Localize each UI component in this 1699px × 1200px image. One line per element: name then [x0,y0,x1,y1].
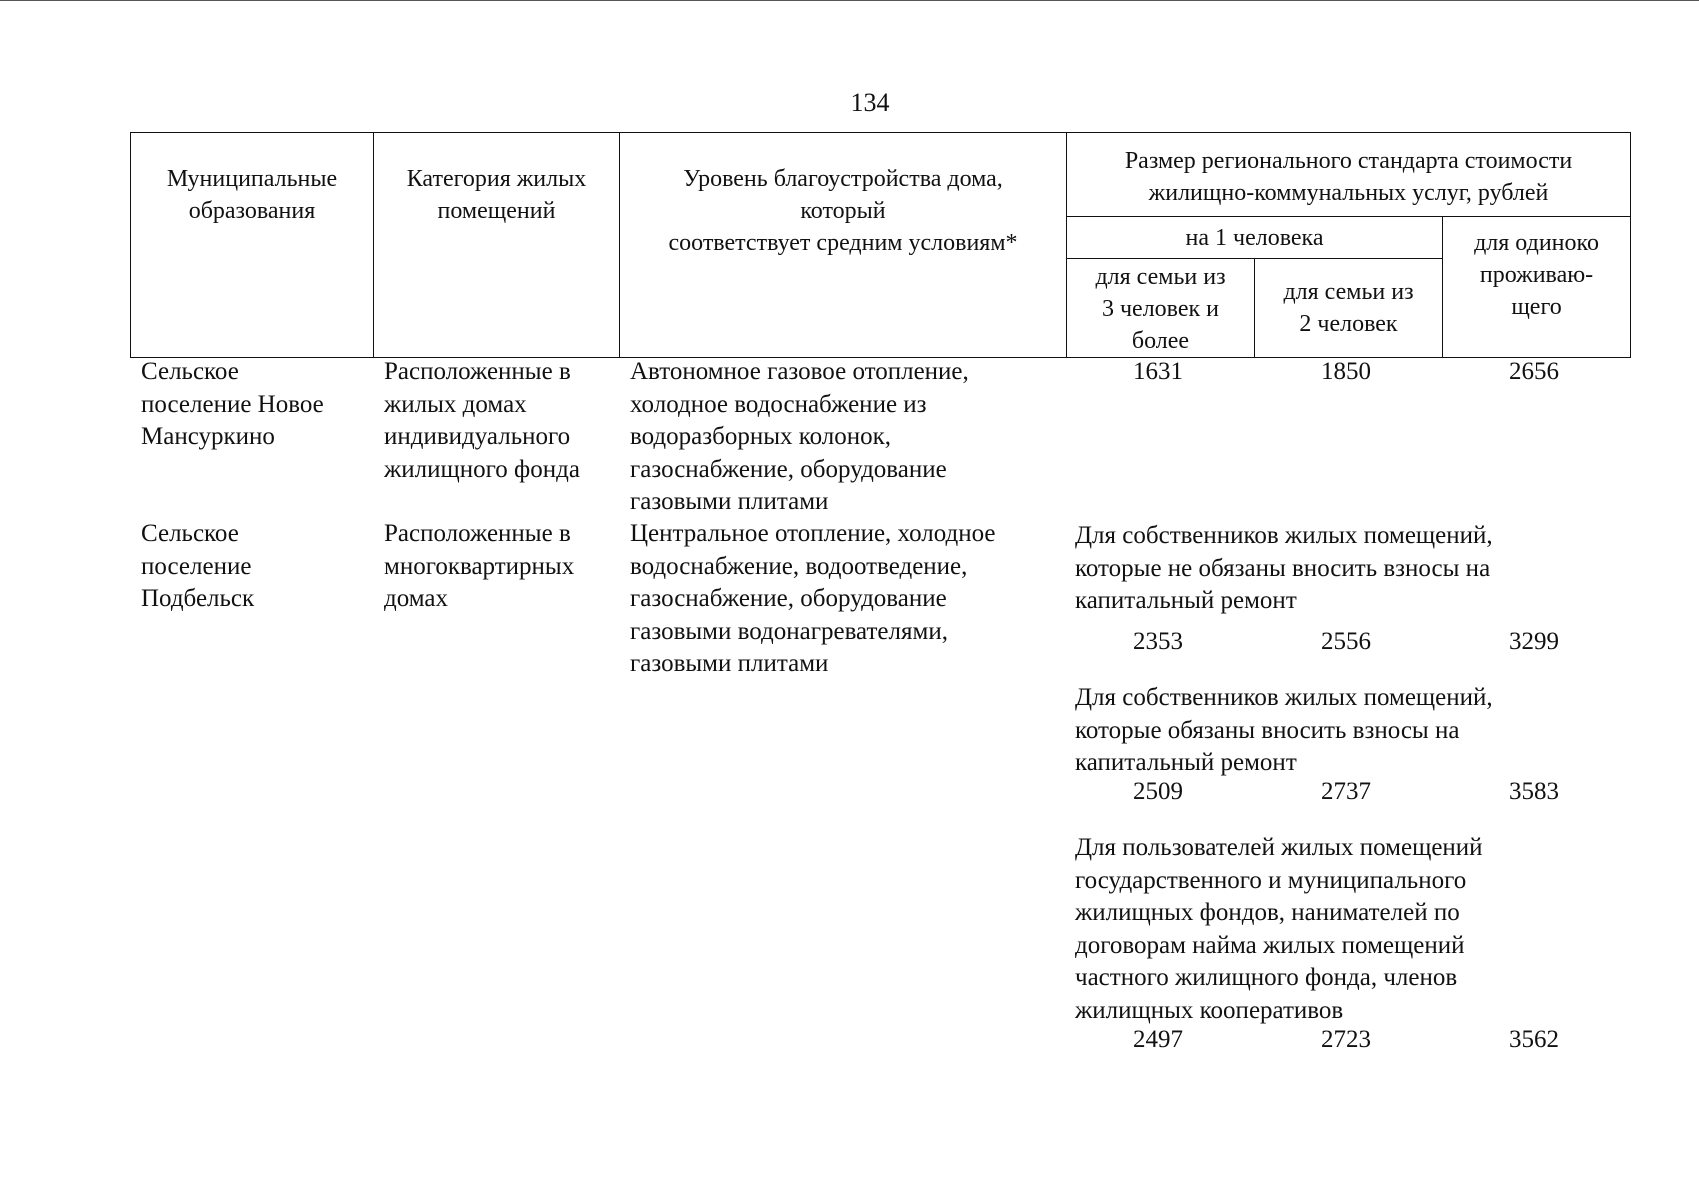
header-municipality-label: Муниципальные образования [166,166,338,224]
table-header [130,132,1631,358]
header-level-line: Уровень благоустройства дома, [683,166,1003,192]
header-single-line: для одиноко [1474,230,1599,256]
header-size-title-line: жилищно-коммунальных услуг, рублей [1148,180,1549,206]
text-line: которые обязаны вносить взносы на [1075,716,1460,744]
group2-value-single: 3583 [1509,778,1559,805]
group1-label [1075,520,1493,618]
group3-label [1075,832,1483,1027]
text-line: Центральное отопление, холодное [630,520,996,547]
text-line: Расположенные в [384,520,571,547]
text-line: многоквартирных [384,552,575,580]
group3-value-family3: 2497 [1133,1026,1183,1053]
header-municipality [131,133,374,358]
header-single-line: щего [1511,294,1562,320]
text-line: индивидуального [384,423,571,450]
header-family3-line: более [1131,328,1190,354]
group2-label [1075,682,1493,780]
header-family3-line: 3 человек и [1101,296,1220,322]
page-number: 134 [850,88,890,117]
header-single-line: проживаю- [1479,262,1594,288]
row1-municipality [141,356,324,454]
text-line: Автономное газовое отопление, [630,358,969,385]
group1-value-single: 3299 [1509,628,1559,655]
text-line: жилищного фонда [384,455,580,483]
text-line: газовыми водонагревателями, [630,617,948,645]
text-line: газовыми плитами [630,650,829,677]
header-single [1443,217,1631,358]
text-line: частного жилищного фонда, членов [1075,964,1458,991]
text-line: холодное водоснабжение из [630,390,927,418]
text-line: Расположенные в [384,358,571,385]
text-line: государственного и муниципального [1075,866,1467,894]
header-family2-line: для семьи из [1283,279,1414,305]
row2-category [384,518,574,616]
header-level-line: который [800,198,886,224]
text-line: жилых домах [384,390,527,418]
header-level-line: соответствует средним условиям* [668,230,1018,256]
header-per-person-label: на 1 человека [1185,224,1324,251]
text-line: жилищных кооперативов [1075,996,1344,1024]
text-line: договорам найма жилых помещений [1075,931,1465,959]
row1-value-family3: 1631 [1133,358,1183,385]
group3-value-family2: 2723 [1321,1026,1371,1053]
row2-level [630,518,996,681]
text-line: Сельское [141,358,239,385]
text-line: Для собственников жилых помещений, [1075,684,1493,711]
text-line: поселение [141,552,252,580]
text-line: жилищных фондов, нанимателей по [1075,899,1460,926]
row1-value-single: 2656 [1509,358,1559,385]
header-family3-line: для семьи из [1095,264,1226,290]
header-size-title-line: Размер регионального стандарта стоимости [1124,148,1573,174]
text-line: водоразборных колонок, [630,423,892,450]
group2-value-family3: 2509 [1133,778,1183,805]
row1-value-family2: 1850 [1321,358,1371,385]
text-line: водоснабжение, водоотведение, [630,552,968,580]
group1-value-family2: 2556 [1321,628,1371,655]
row2-municipality [141,518,254,616]
header-size-title [1067,133,1631,217]
text-line: Мансуркино [141,423,275,450]
header-family3 [1067,259,1255,358]
text-line: поселение Новое [141,390,324,418]
text-line: газоснабжение, оборудование [630,455,947,483]
text-line: Для пользователей жилых помещений [1075,834,1483,861]
row1-level [630,356,969,519]
row1-category [384,356,580,486]
text-line: Для собственников жилых помещений, [1075,522,1493,549]
group1-value-family3: 2353 [1133,628,1183,655]
group3-value-single: 3562 [1509,1026,1559,1053]
text-line: Подбельск [141,585,255,612]
text-line: Сельское [141,520,239,547]
text-line: капитальный ремонт [1075,749,1297,776]
header-family2 [1255,259,1443,358]
header-category-label: Категория жилых помещений [406,166,587,224]
header-category [374,133,620,358]
text-line: капитальный ремонт [1075,587,1297,614]
header-level [620,133,1067,358]
text-line: домах [384,585,448,612]
group2-value-family2: 2737 [1321,778,1371,805]
header-family2-line: 2 человек [1299,311,1398,337]
header-per-person [1067,217,1443,259]
text-line: газовыми плитами [630,488,829,515]
page-top-border [0,0,1699,1]
text-line: которые не обязаны вносить взносы на [1075,554,1491,582]
text-line: газоснабжение, оборудование [630,585,947,612]
